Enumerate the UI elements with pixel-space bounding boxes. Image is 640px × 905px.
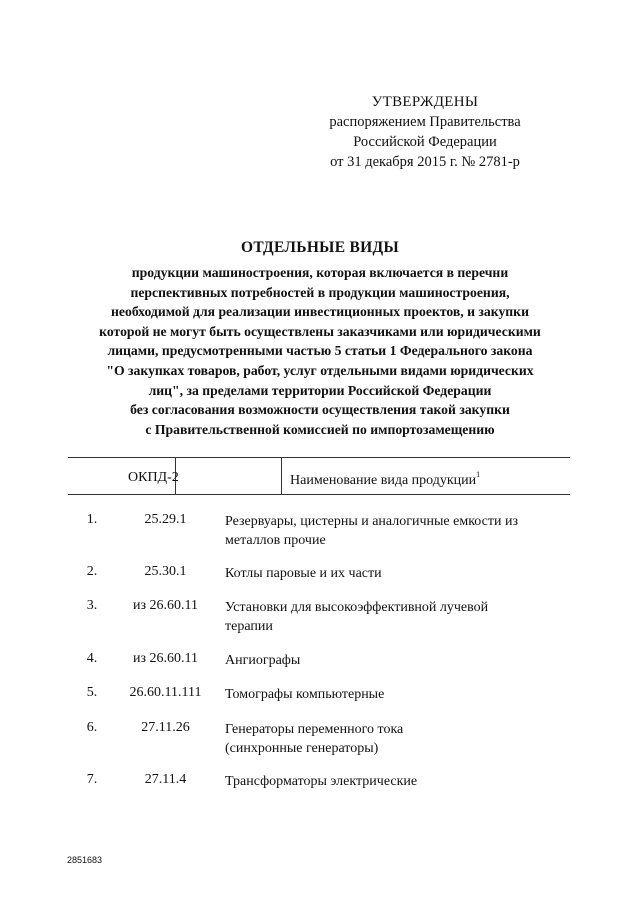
table-top-rule xyxy=(68,457,570,458)
row-code: 25.30.1 xyxy=(144,564,187,579)
row-name-line: Томографы компьютерные xyxy=(225,687,385,702)
row-code: 27.11.26 xyxy=(141,720,190,735)
row-code: из 26.60.11 xyxy=(132,651,198,666)
row-name-line: Котлы паровые и их части xyxy=(225,566,382,581)
row-number: 5. xyxy=(86,685,98,700)
row-name xyxy=(225,720,565,758)
row-name xyxy=(225,564,565,583)
row-name xyxy=(225,772,565,791)
header-name xyxy=(290,470,480,489)
row-name-line: металлов прочие xyxy=(225,533,326,548)
row-name-line: (синхронные генераторы) xyxy=(225,741,379,756)
approval-block xyxy=(300,92,550,172)
subtitle-line: лиц", за пределами территории Российской Федерации xyxy=(148,382,492,398)
row-name-line: Ангиографы xyxy=(225,653,301,668)
table-header-divider xyxy=(281,457,282,494)
row-number: 3. xyxy=(86,598,98,613)
row-code: 27.11.4 xyxy=(144,772,187,787)
approval-date-line: от 31 декабря 2015 г. № 2781-р xyxy=(330,154,520,170)
subtitle-line: продукции машиностроения, которая включается в перечни xyxy=(131,265,509,280)
row-name-line: Установки для высокоэффективной лучевой xyxy=(225,600,489,615)
row-name-line: Трансформаторы электрические xyxy=(225,774,418,789)
row-name xyxy=(225,598,565,636)
document-id: 2851683 xyxy=(67,855,103,865)
approval-line: распоряжением Правительства xyxy=(329,114,521,130)
header-code: ОКПД-2 xyxy=(128,470,179,485)
row-name xyxy=(225,512,565,550)
subtitle-line: без согласования возможности осуществления такой закупки xyxy=(130,402,510,418)
row-name-line: терапии xyxy=(225,619,273,634)
subtitle-line: "О закупках товаров, работ, услуг отдельными видами юридических xyxy=(106,362,534,378)
subtitle-line: перспективных потребностей в продукции машиностроения, xyxy=(130,284,510,300)
row-name-line: Генераторы переменного тока xyxy=(225,722,404,737)
row-code: 25.29.1 xyxy=(144,512,187,527)
row-number: 7. xyxy=(86,772,98,787)
footnote-mark: 1 xyxy=(476,470,481,479)
row-code: из 26.60.11 xyxy=(132,598,198,613)
document-title: ОТДЕЛЬНЫЕ ВИДЫ xyxy=(241,239,399,256)
document-subtitle xyxy=(60,263,580,439)
subtitle-line: лицами, предусмотренными частью 5 статьи 1 Федерального закона xyxy=(107,343,533,359)
subtitle-line: с Правительственной комиссией по импортозамещению xyxy=(145,421,495,437)
row-name xyxy=(225,651,565,670)
row-number: 4. xyxy=(86,651,98,666)
subtitle-line: необходимой для реализации инвестиционных проектов, и закупки xyxy=(111,304,529,320)
row-number: 6. xyxy=(86,720,98,735)
row-number: 2. xyxy=(86,564,98,579)
row-name xyxy=(225,685,565,704)
approval-line: Российской Федерации xyxy=(353,134,497,150)
subtitle-line: которой не могут быть осуществлены заказчиками или юридическими xyxy=(99,323,541,339)
row-number: 1. xyxy=(86,512,98,527)
header-name-label: Наименование вида продукции xyxy=(290,473,477,488)
row-name-line: Резервуары, цистерны и аналогичные емкости из xyxy=(225,514,518,529)
row-code: 26.60.11.111 xyxy=(129,685,202,700)
approval-heading: УТВЕРЖДЕНЫ xyxy=(371,94,479,110)
table-header-bottom-rule xyxy=(68,494,570,495)
